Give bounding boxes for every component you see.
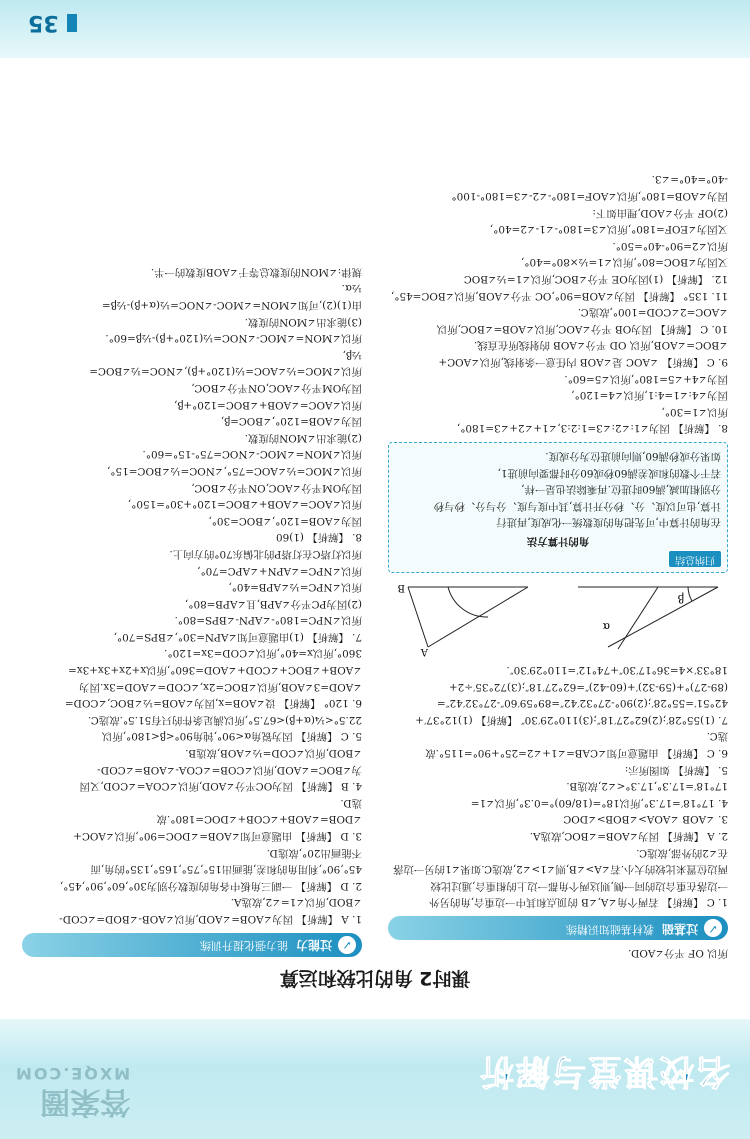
text-line: 5. 【解析】 如图所示: <box>624 763 728 776</box>
text-line: 45°,90°,利用角的和差,能画出15°,75°,165°,135°的角,而 <box>90 863 362 876</box>
text-line: 选C. <box>706 730 728 743</box>
text-line: 22.5°<¼(α+β)<67.5°,所以满足条件的只有51.5°.故选C. <box>87 713 362 726</box>
check-icon: ✓ <box>704 919 722 937</box>
text-line: 11. 135° 【解析】 因为∠AOB=90°,OC 平分∠AOB,所以∠BOC=45°, <box>390 289 728 302</box>
text-line: 6. C 【解析】 由题意可知∠CAB=∠1+∠2=25°+90°=115°.故 <box>425 747 728 760</box>
text-line: 在角的计算中,可先把角的度数统一化成度,再进行 <box>496 516 721 529</box>
text-line: 4. 17°18′=17.3°,所以18°=(18/60)°=0.3°,所以∠1= <box>470 796 728 809</box>
text-line: 两边位置来比较的大小.若∠A>∠B,则∠1>∠2,故选C.如果∠1的另一边落 <box>393 863 728 876</box>
text-line: 计算,也可以度、分、秒分开计算,其中度与度、分与分、秒与秒 <box>433 499 721 512</box>
right-column <box>22 263 362 961</box>
text-line: ∠AOC=2∠COD=100°,故选C. <box>577 306 728 319</box>
text-line: ∠AOB+∠BOC+∠COD+∠AOD=360°,所以x+2x+3x+3x= <box>68 664 362 677</box>
section-basic-header <box>388 916 728 940</box>
text-line: 所以∠NPC=½∠APB=40°, <box>228 581 362 594</box>
text-line: 在∠2的外部,故选C. <box>636 846 728 859</box>
figure-right-triangle <box>408 588 528 648</box>
top-banner <box>0 1019 750 1139</box>
text-line: 7. (1)55°28′;(2)62°27′18″;(3)110°29′30″ 【解析】 (1)12°37′+ <box>415 713 728 726</box>
figure-left-angle <box>578 588 718 650</box>
text-line: 360°,所以x=40°,所以∠COD=3x=120°. <box>164 647 362 660</box>
text-line: (3)能求出∠MON的度数. <box>244 315 362 328</box>
text-line: 为∠BOC=∠AOD,所以∠COB=∠COA-∠AOB=∠COD- <box>97 763 362 776</box>
text-line: 所以∠2=90°-40°=50°. <box>612 239 728 252</box>
answer-list <box>22 263 362 927</box>
text-line: ∠DOB=∠AOB+∠COB+∠DOC=180°.故 <box>156 813 362 826</box>
label-alpha: α <box>602 620 610 634</box>
watermark-text: 答案圈 <box>40 1084 131 1119</box>
text-line: 1. A 【解析】 因为∠AOB=∠AOD,所以∠AOB-∠BOD=∠COD- <box>59 913 362 925</box>
text-line: 4. B 【解析】 因为OC平分∠AOD,所以∠COA=∠COD,又因 <box>79 780 362 793</box>
text-line: ½α. <box>341 282 362 295</box>
page-number: 35 <box>28 10 77 35</box>
text-line: 因为∠4:∠1=4:1,所以∠4=120°, <box>571 389 728 402</box>
footer-band <box>0 0 750 58</box>
section-label: 过能力 <box>295 938 332 953</box>
section-ability-header <box>22 933 362 957</box>
summary-lines <box>395 447 721 530</box>
text-line: 不能画出20°,故选D. <box>266 846 362 859</box>
text-line: 因为∠AOB=120°,∠BOC=30°, <box>208 514 362 527</box>
text-line: 8. 【解析】 因为∠1:∠2:∠3=1:2:3,∠1+∠2+∠3=180°, <box>456 422 728 435</box>
text-line: 2. D 【解析】 一副三角板中各角的度数分别为30°,60°,90°,45°, <box>59 879 362 892</box>
text-line: 9. C 【解析】 ∠AOC 是∠AOB 内任意一条射线,所以∠AOC+ <box>438 355 728 368</box>
text-line: 因为∠AOB=120°,∠BOC=β, <box>220 415 362 428</box>
text-line: 17°18′=17.3°,17.3°<∠2,故选B. <box>566 780 728 793</box>
text-line: (89-27)°+(59-32)′+(60-42)″=62°27′18″;(3)72°35′÷2+ <box>448 680 728 693</box>
lesson-title: 课时2 角的比较和运算 <box>279 967 471 989</box>
text-line: 若干个数的和或差满60秒或60分时都要向前进1, <box>497 466 721 479</box>
text-line: 所以∠AOC=∠AOB+∠BOC=120°+30°=150°, <box>127 498 362 511</box>
text-line: ∠BOC=∠AOB,所以 OD 平分∠AOB 的射线所在直线. <box>473 339 728 352</box>
text-line: 因为∠4+∠5=180°,所以∠5=60°. <box>564 372 728 385</box>
summary-tag: 归纳总结 <box>669 551 721 568</box>
text-line: ∠AOD=3∠AOB,所以∠BOC=2x,∠COD=∠AOD=3x.因为 <box>79 680 362 693</box>
text-line: 选D. <box>340 796 362 809</box>
angle-figure <box>388 580 728 658</box>
text-line: 6. 120° 【解析】 设∠AOB=x,因为∠AOB=½∠BOC,∠COD= <box>64 697 362 710</box>
section-subtitle: 教材基础知识精练 <box>565 922 654 936</box>
text-line: 所以∠NPC=180°-∠APN-∠BPS=80°. <box>174 614 362 627</box>
text-line: 1. C 【解析】 若两个角∠A,∠B 的顶点和其中一边重合,角的另外 <box>429 896 728 909</box>
text-line: 12. 【解析】 (1)因为OE 平分∠BOC,所以∠1=½∠BOC <box>463 273 728 285</box>
text-line: 所以∠MON=∠MOC-∠NOC=75°-15°=60°. <box>142 448 362 461</box>
summary-title: 角的计算方法 <box>526 534 590 547</box>
text-line: 又因为∠EOF=180°,所以∠3=180°-∠1-∠2=40°, <box>489 223 728 236</box>
text-line: (2)因为PC平分∠APB,且∠APB=80°, <box>184 597 362 610</box>
section-subtitle: 能力强化提升训练 <box>199 939 288 953</box>
check-icon: ✓ <box>338 936 356 954</box>
text-line: 所以∠MOC=½∠AOC=½(120°+β),∠NOC=½∠BOC= <box>89 365 362 378</box>
text-line: ∠BOD,所以∠COD=½∠AOB,故选B. <box>185 747 362 760</box>
label-beta: β <box>677 592 684 606</box>
text-line: 2. A 【解析】 因为∠AOB=∠BOC,故选A. <box>529 830 728 843</box>
text-line: 所以∠1=30°, <box>661 405 728 418</box>
text-line: 一边落在重合边的同一侧,则这两个角都一边上的相重合,通过比较 <box>430 879 728 892</box>
text-line: 3. ∠AOB ∠AOA>∠BOB>∠DOC <box>563 813 728 826</box>
book-title: 名校课堂与解析 <box>478 1051 730 1091</box>
text-line: 8. 【解析】 (1)60 <box>275 531 362 544</box>
text-line: 所以∠NPC=∠APN+∠APC=70°, <box>197 564 362 577</box>
label-A: A <box>420 646 428 658</box>
text-line: -40°=40°=∠3. <box>651 173 728 186</box>
watermark-url: MXQE.COM <box>14 1064 131 1083</box>
text-line: 分别相加减,满60时进位.再乘除法也是一样, <box>521 483 721 496</box>
label-B: B <box>397 582 405 594</box>
text-line: 所以灯塔C在灯塔P的北偏东70°的方向上. <box>169 547 362 560</box>
text-line: 如果分或秒满60,则向前进位为分或度. <box>545 449 721 462</box>
text-line: 因为OM平分∠AOC,ON平分∠BOC, <box>191 481 362 494</box>
text-line: 7. 【解析】 (1)由题意可知∠APN=30°,∠BPS=70°, <box>113 630 362 643</box>
text-line: 规律:∠MON的度数总等于∠AOB度数的一半. <box>150 265 362 278</box>
text-line: 3. D 【解析】 由题意可知∠AOB=∠DOC=90°,所以∠AOC+ <box>73 830 362 843</box>
intro-line: 所以 OF 平分∠AOD. <box>628 947 728 959</box>
text-line: 所以∠MOC=½∠AOC=75°,∠NOC=½∠BOC=15°, <box>107 464 362 477</box>
text-line: 因为∠AOB=180°,所以∠AOF=180°-∠2-∠3=180°-100° <box>451 190 728 203</box>
text-line: ∠BOD,所以∠1=∠2,故选A. <box>230 896 362 909</box>
text-line: 由(1)(2),可知∠MON=∠MOC-∠NOC=½(α+β)-½β= <box>101 299 362 312</box>
text-line: ½β, <box>342 348 362 361</box>
summary-box <box>388 442 728 573</box>
text-line: 5. C 【解析】 因为锐角α<90°,钝角90°<β<180°,所以 <box>101 730 362 743</box>
left-column <box>388 171 728 961</box>
text-line: 所以∠MON=∠MOC-∠NOC=½(120°+β)-½β=60°. <box>105 332 362 345</box>
answer-list <box>388 662 728 911</box>
text-line: 10. C 【解析】 因为OB 平分∠AOC,所以∠AOB=∠BOC,所以 <box>436 322 728 335</box>
text-line: 又因为∠BOC=80°,所以∠1=½×80°=40°, <box>520 256 728 269</box>
text-line: 18°33′×4=36°17′30″+74°12′=110°29′30″. <box>506 664 728 677</box>
text-line: (2)能求出∠MON的度数. <box>244 431 362 444</box>
watermark-logo <box>14 1064 130 1127</box>
text-line: (2)OF 平分∠AOD,理由如下: <box>592 206 728 219</box>
text-line: 所以∠AOC=∠AOB+∠BOC=120°+β, <box>174 398 362 411</box>
answer-list-continued <box>388 171 728 437</box>
text-line: 42°51′=55°28′;(2)90°-27°32′42″=89°59′60″-27°32′42″= <box>436 697 728 710</box>
text-line: 因为OM平分∠AOC,ON平分∠BOC, <box>191 382 362 394</box>
section-label: 过基础 <box>661 921 698 936</box>
